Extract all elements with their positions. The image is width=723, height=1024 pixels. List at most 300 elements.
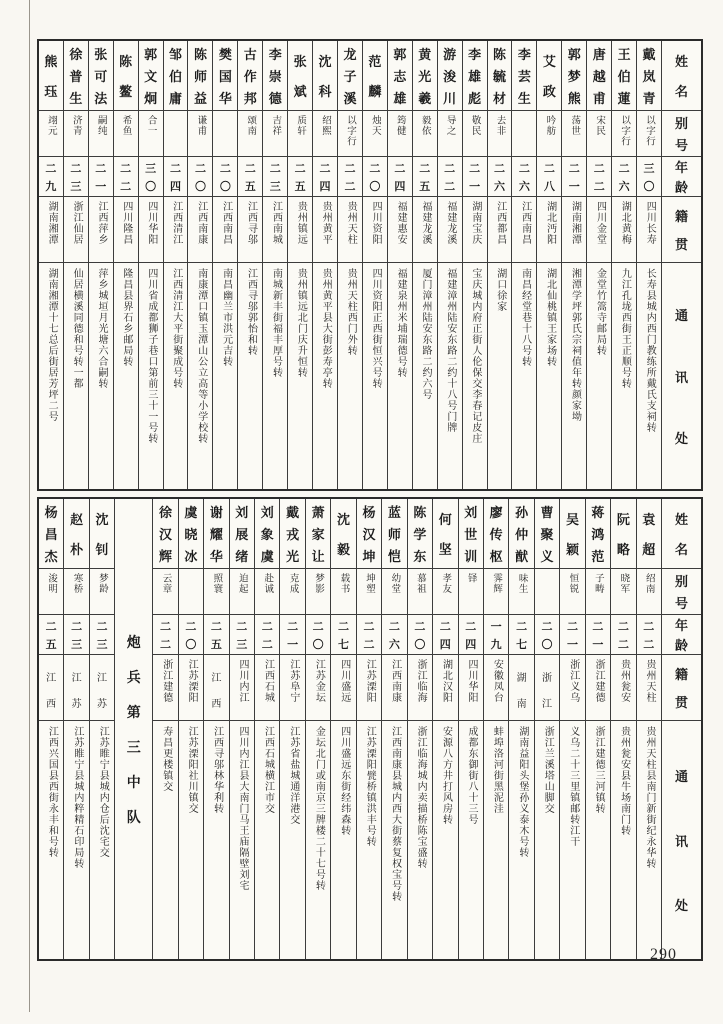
person-name-char: 恺 bbox=[387, 549, 401, 564]
person-column bbox=[362, 41, 387, 489]
person-column bbox=[387, 41, 412, 489]
person-origin bbox=[90, 659, 114, 720]
alias-cell bbox=[413, 111, 437, 157]
person-age-char: 二 bbox=[469, 162, 481, 175]
person-column bbox=[536, 41, 561, 489]
person-age-char: 六 bbox=[618, 180, 630, 193]
person-age-char: 二 bbox=[439, 620, 451, 633]
person-column bbox=[279, 499, 304, 959]
origin-cell bbox=[288, 197, 312, 263]
person-age-char: 五 bbox=[244, 180, 256, 193]
person-alias: 毅依 bbox=[419, 115, 431, 136]
age-cell bbox=[280, 615, 304, 655]
age-cell bbox=[586, 615, 610, 655]
person-name bbox=[408, 499, 432, 568]
person-age-char: 一 bbox=[566, 638, 578, 651]
name-cell bbox=[64, 499, 88, 569]
person-age-char: 四 bbox=[465, 638, 477, 651]
name-cell bbox=[188, 41, 212, 111]
origin-cell bbox=[512, 197, 536, 263]
person-name bbox=[153, 499, 177, 568]
name-cell bbox=[213, 41, 237, 111]
address-cell bbox=[230, 721, 254, 959]
person-age bbox=[637, 157, 661, 196]
person-name-char: 训 bbox=[464, 549, 478, 564]
person-column bbox=[138, 41, 163, 489]
age-cell bbox=[459, 615, 483, 655]
person-origin bbox=[535, 659, 559, 720]
person-alias: 烛天 bbox=[369, 115, 381, 136]
person-name-char: 川 bbox=[443, 91, 457, 106]
person-address: 浙江兰溪塔山脚交 bbox=[542, 726, 554, 814]
person-name bbox=[179, 499, 203, 568]
person-name-char: 邹 bbox=[169, 47, 183, 62]
person-origin: 湖南湘潭 bbox=[569, 201, 581, 245]
person-column bbox=[511, 41, 536, 489]
person-name-char: 孙 bbox=[515, 505, 529, 520]
person-name-char: 徐 bbox=[158, 505, 172, 520]
person-age-char: 二 bbox=[294, 162, 306, 175]
person-name-char: 光 bbox=[286, 549, 300, 564]
person-age-char: 一 bbox=[287, 638, 299, 651]
age-cell bbox=[164, 157, 188, 197]
address-cell bbox=[537, 263, 561, 489]
name-cell bbox=[433, 499, 457, 569]
name-cell bbox=[637, 41, 661, 111]
person-age-char: 六 bbox=[518, 180, 530, 193]
person-address: 江西清江大平街聚成号转 bbox=[170, 268, 182, 389]
person-age bbox=[64, 157, 88, 196]
person-address: 湖南湘潭十七总后街居芳坪二号 bbox=[46, 268, 58, 422]
person-name-char: 略 bbox=[616, 541, 630, 557]
person-name-char: 越 bbox=[592, 69, 606, 84]
person-address: 四川省成都狮子巷口第前三十一号转 bbox=[145, 268, 157, 444]
person-address: 湖北仙桃镇王家场转 bbox=[544, 268, 556, 367]
person-column bbox=[178, 499, 203, 959]
person-name-char: 戎 bbox=[286, 527, 300, 542]
header-cell-3 bbox=[662, 197, 701, 263]
person-name bbox=[204, 499, 228, 568]
person-name-char: 作 bbox=[243, 69, 257, 84]
person-age-char: 二 bbox=[592, 620, 604, 633]
person-address: 贵州天柱县南门新街纪永华转 bbox=[644, 726, 656, 869]
alias-cell bbox=[433, 569, 457, 615]
header-label-char: 名 bbox=[674, 83, 688, 99]
person-age bbox=[388, 157, 412, 196]
person-origin: 江西南城 bbox=[270, 201, 282, 245]
person-age-char: 八 bbox=[543, 180, 555, 193]
alias-cell bbox=[164, 111, 188, 157]
person-age-char: 二 bbox=[71, 620, 83, 633]
person-column bbox=[337, 41, 362, 489]
person-name-char: 岚 bbox=[642, 69, 656, 84]
person-column bbox=[534, 499, 559, 959]
origin-cell bbox=[39, 197, 63, 263]
person-name-char: 何 bbox=[438, 512, 452, 528]
header-label-char: 处 bbox=[674, 430, 688, 446]
alias-cell bbox=[39, 111, 63, 157]
person-column bbox=[262, 41, 287, 489]
person-column bbox=[356, 499, 381, 959]
person-address: 湘潭学坪郭氏宗祠值年转颜家坳 bbox=[569, 268, 581, 422]
person-address: 福建漳州陆安东路二约十八号门牌 bbox=[444, 268, 456, 433]
alias-cell bbox=[637, 569, 661, 615]
person-alias: 吟舫 bbox=[544, 115, 556, 136]
person-column bbox=[39, 41, 63, 489]
person-origin-char: 湖 bbox=[516, 673, 527, 685]
person-age-char: 〇 bbox=[312, 638, 324, 651]
person-age bbox=[587, 157, 611, 196]
address-cell bbox=[64, 263, 88, 489]
person-age-char: 二 bbox=[170, 162, 182, 175]
header-label-char: 号 bbox=[674, 137, 688, 153]
person-address: 江西石城横江市交 bbox=[262, 726, 274, 814]
alias-cell bbox=[459, 569, 483, 615]
person-origin: 江西寻邬 bbox=[245, 201, 257, 245]
person-age-char: 四 bbox=[394, 180, 406, 193]
origin-cell bbox=[306, 655, 330, 721]
person-origin: 贵州镇远 bbox=[295, 201, 307, 245]
header-cell-0 bbox=[662, 499, 701, 569]
person-age-char: 二 bbox=[516, 620, 528, 633]
person-address: 九江孔垅西街王正顺号转 bbox=[619, 268, 631, 389]
person-address: 贵州镇远北门庆升恒转 bbox=[295, 268, 307, 378]
person-column bbox=[432, 499, 457, 959]
origin-cell bbox=[459, 655, 483, 721]
person-name-char: 超 bbox=[642, 541, 656, 557]
person-age bbox=[586, 615, 610, 654]
person-name-char: 王 bbox=[617, 47, 631, 62]
person-origin: 四川华阳 bbox=[145, 201, 157, 245]
header-label-char: 籍 bbox=[674, 209, 688, 224]
name-cell bbox=[39, 41, 63, 111]
origin-cell bbox=[331, 655, 355, 721]
person-address: 金堂竹篙寺邮局转 bbox=[594, 268, 606, 356]
address-cell bbox=[611, 721, 635, 959]
name-cell bbox=[587, 41, 611, 111]
person-name-char: 庸 bbox=[169, 91, 183, 106]
person-name-char: 政 bbox=[542, 83, 556, 99]
person-name-char: 溪 bbox=[343, 91, 357, 106]
age-cell bbox=[306, 615, 330, 655]
origin-cell bbox=[89, 197, 113, 263]
age-cell bbox=[388, 157, 412, 197]
page-number: 290 bbox=[650, 946, 677, 963]
person-age-char: 四 bbox=[439, 638, 451, 651]
person-age bbox=[537, 157, 561, 196]
person-origin: 江西南康 bbox=[389, 659, 401, 703]
person-name bbox=[413, 41, 437, 110]
person-age-char: 二 bbox=[95, 162, 107, 175]
alias-cell bbox=[263, 111, 287, 157]
person-name bbox=[280, 499, 304, 568]
person-age-char: 二 bbox=[444, 180, 456, 193]
person-address: 贵州天柱西门外转 bbox=[345, 268, 357, 356]
person-address: 江西寻邬郭怡和转 bbox=[245, 268, 257, 356]
person-name-char: 昌 bbox=[44, 527, 58, 542]
person-alias: 赴诚 bbox=[262, 573, 274, 594]
alias-cell bbox=[363, 111, 387, 157]
person-age bbox=[331, 615, 355, 654]
origin-cell bbox=[408, 655, 432, 721]
person-name-char: 范 bbox=[591, 549, 605, 564]
name-cell bbox=[204, 499, 228, 569]
person-age-char: 五 bbox=[294, 180, 306, 193]
person-age bbox=[153, 615, 177, 654]
header-label-char: 通 bbox=[674, 769, 688, 785]
person-age-char: 二 bbox=[261, 638, 273, 651]
alias-cell bbox=[612, 111, 636, 157]
person-name-char: 东 bbox=[413, 549, 427, 564]
person-name-char: 科 bbox=[318, 83, 332, 99]
person-name bbox=[512, 41, 536, 110]
name-cell bbox=[313, 41, 337, 111]
person-name-char: 伯 bbox=[169, 69, 183, 84]
person-name bbox=[463, 41, 487, 110]
person-name-char: 朴 bbox=[70, 541, 84, 557]
person-name-char: 材 bbox=[493, 91, 507, 106]
header-label-char: 龄 bbox=[674, 637, 688, 653]
address-cell bbox=[153, 721, 177, 959]
person-address: 安源八方井打风房转 bbox=[440, 726, 452, 825]
alias-cell bbox=[179, 569, 203, 615]
person-name-char: 吴 bbox=[565, 512, 579, 528]
age-cell bbox=[512, 157, 536, 197]
person-age-char: 九 bbox=[490, 638, 502, 651]
address-cell bbox=[382, 721, 406, 959]
age-cell bbox=[611, 615, 635, 655]
name-cell bbox=[484, 499, 508, 569]
person-alias: 子畴 bbox=[592, 573, 604, 594]
person-age-char: 二 bbox=[338, 620, 350, 633]
person-name bbox=[263, 41, 287, 110]
person-origin: 浙江仙居 bbox=[71, 201, 83, 245]
name-cell bbox=[459, 499, 483, 569]
person-name-char: 袁 bbox=[642, 512, 656, 528]
person-age-char: 三 bbox=[643, 162, 655, 175]
person-age-char: 六 bbox=[388, 638, 400, 651]
alias-cell bbox=[537, 111, 561, 157]
origin-cell bbox=[388, 197, 412, 263]
name-cell bbox=[139, 41, 163, 111]
person-address: 江苏溧阳甓桥镇洪丰号转 bbox=[364, 726, 376, 847]
person-age-char: 二 bbox=[269, 162, 281, 175]
person-name-char: 颖 bbox=[565, 541, 579, 557]
age-cell bbox=[338, 157, 362, 197]
age-cell bbox=[90, 615, 114, 655]
person-age-char: 三 bbox=[145, 162, 157, 175]
person-name-char: 聚 bbox=[540, 527, 554, 542]
person-age-char: 二 bbox=[518, 162, 530, 175]
origin-cell bbox=[560, 655, 584, 721]
person-age bbox=[363, 157, 387, 196]
alias-cell bbox=[153, 569, 177, 615]
person-name-char: 徐 bbox=[69, 47, 83, 62]
address-cell bbox=[188, 263, 212, 489]
person-name-char: 陈 bbox=[119, 54, 133, 70]
person-origin: 湖北黄梅 bbox=[619, 201, 631, 245]
age-cell bbox=[382, 615, 406, 655]
header-label-char: 别 bbox=[674, 116, 688, 132]
person-age-char: 二 bbox=[344, 180, 356, 193]
person-name bbox=[612, 41, 636, 110]
person-origin bbox=[39, 659, 63, 720]
person-origin-char: 江 bbox=[211, 673, 222, 685]
person-origin-char: 江 bbox=[542, 698, 553, 710]
age-cell bbox=[238, 157, 262, 197]
person-column bbox=[611, 41, 636, 489]
header-label bbox=[662, 197, 701, 262]
person-name bbox=[331, 499, 355, 568]
origin-cell bbox=[39, 655, 63, 721]
person-age-char: 二 bbox=[568, 162, 580, 175]
person-age bbox=[611, 615, 635, 654]
person-origin: 湖北汉阳 bbox=[440, 659, 452, 703]
person-column bbox=[152, 499, 177, 959]
person-alias: 以字行 bbox=[344, 115, 356, 147]
alias-cell bbox=[587, 111, 611, 157]
person-column bbox=[312, 41, 337, 489]
origin-cell bbox=[438, 197, 462, 263]
person-column bbox=[636, 41, 661, 489]
section-label bbox=[115, 499, 152, 959]
person-alias: 颂南 bbox=[245, 115, 257, 136]
origin-cell bbox=[637, 655, 661, 721]
person-column bbox=[88, 41, 113, 489]
person-name-char: 彪 bbox=[468, 91, 482, 106]
address-cell bbox=[357, 721, 381, 959]
header-label bbox=[662, 499, 701, 568]
person-column bbox=[487, 41, 512, 489]
name-cell bbox=[114, 41, 138, 111]
address-cell bbox=[255, 721, 279, 959]
person-name-char: 生 bbox=[69, 91, 83, 106]
person-origin: 四川长寿 bbox=[644, 201, 656, 245]
address-cell bbox=[463, 263, 487, 489]
header-label-char: 号 bbox=[674, 595, 688, 611]
person-name-char: 刘 bbox=[260, 505, 274, 520]
alias-cell bbox=[213, 111, 237, 157]
person-name bbox=[288, 41, 312, 110]
person-age bbox=[238, 157, 262, 196]
age-cell bbox=[288, 157, 312, 197]
person-origin-char: 浙 bbox=[542, 673, 553, 685]
name-cell bbox=[164, 41, 188, 111]
address-cell bbox=[637, 263, 661, 489]
person-name-char: 可 bbox=[94, 69, 108, 84]
person-address: 义乌二十三里镇邮转江干 bbox=[567, 726, 579, 847]
person-origin-char: 南 bbox=[516, 698, 527, 710]
person-age-char: 二 bbox=[236, 620, 248, 633]
person-address: 南城新丰街福丰厚号转 bbox=[270, 268, 282, 378]
alias-cell bbox=[357, 569, 381, 615]
origin-cell bbox=[114, 197, 138, 263]
address-cell bbox=[39, 721, 63, 959]
origin-cell bbox=[280, 655, 304, 721]
person-column bbox=[330, 499, 355, 959]
person-name-char: 益 bbox=[193, 91, 207, 106]
person-age-char: 二 bbox=[45, 620, 57, 633]
person-age-char: 二 bbox=[159, 620, 171, 633]
person-age-char: 二 bbox=[593, 162, 605, 175]
age-cell bbox=[188, 157, 212, 197]
person-age-char: 二 bbox=[363, 638, 375, 651]
person-name-char: 龙 bbox=[343, 47, 357, 62]
page-gutter-line bbox=[29, 0, 30, 1012]
person-age bbox=[512, 157, 536, 196]
person-name-char: 李 bbox=[468, 47, 482, 62]
address-cell bbox=[306, 721, 330, 959]
address-cell bbox=[388, 263, 412, 489]
table-header-column bbox=[661, 499, 701, 959]
origin-cell bbox=[586, 655, 610, 721]
age-cell bbox=[463, 157, 487, 197]
person-origin: 福建龙溪 bbox=[419, 201, 431, 245]
person-age-char: 五 bbox=[210, 638, 222, 651]
person-name-char: 陈 bbox=[193, 47, 207, 62]
person-column bbox=[412, 41, 437, 489]
person-column bbox=[586, 41, 611, 489]
age-cell bbox=[587, 157, 611, 197]
person-name-char: 熊 bbox=[44, 54, 58, 70]
person-age-char: 七 bbox=[338, 638, 350, 651]
person-name-char: 法 bbox=[94, 91, 108, 106]
person-age-char: 二 bbox=[444, 162, 456, 175]
alias-cell bbox=[64, 569, 88, 615]
person-alias: 铎 bbox=[465, 573, 477, 584]
person-age bbox=[213, 157, 237, 196]
person-address: 四川内江县大南门马王庙隔壁刘宅 bbox=[237, 726, 249, 891]
person-name-char: 珏 bbox=[44, 83, 58, 99]
origin-cell bbox=[164, 197, 188, 263]
origin-cell bbox=[637, 197, 661, 263]
person-age bbox=[255, 615, 279, 654]
header-cell-4 bbox=[662, 721, 701, 959]
person-age-char: 二 bbox=[319, 162, 331, 175]
person-age-char: 二 bbox=[465, 620, 477, 633]
address-cell bbox=[331, 721, 355, 959]
address-cell bbox=[263, 263, 287, 489]
person-address: 长寿县城内西门教练所戴氏支祠转 bbox=[644, 268, 656, 433]
person-name bbox=[535, 499, 559, 568]
address-cell bbox=[313, 263, 337, 489]
header-label-char: 姓 bbox=[674, 54, 688, 70]
header-label-char: 贯 bbox=[674, 695, 688, 710]
person-address: 江西寻邬林华利转 bbox=[211, 726, 223, 814]
person-origin: 四川内江 bbox=[237, 659, 249, 703]
person-age-char: 二 bbox=[210, 620, 222, 633]
name-cell bbox=[611, 499, 635, 569]
person-column bbox=[305, 499, 330, 959]
age-cell bbox=[114, 157, 138, 197]
person-origin: 江西清江 bbox=[170, 201, 182, 245]
name-cell bbox=[388, 41, 412, 111]
person-name-char: 国 bbox=[218, 69, 232, 84]
person-origin: 浙江临海 bbox=[415, 659, 427, 703]
alias-cell bbox=[560, 569, 584, 615]
person-origin-char: 江 bbox=[71, 673, 82, 685]
person-origin: 江苏金坛 bbox=[313, 659, 325, 703]
address-cell bbox=[179, 721, 203, 959]
address-cell bbox=[586, 721, 610, 959]
person-name-char: 志 bbox=[393, 69, 407, 84]
origin-cell bbox=[611, 655, 635, 721]
person-age bbox=[338, 157, 362, 196]
section-label-char: 中 bbox=[126, 773, 141, 790]
person-age-char: 二 bbox=[344, 162, 356, 175]
person-name-char: 炯 bbox=[144, 91, 158, 106]
person-origin-char: 西 bbox=[46, 698, 57, 710]
